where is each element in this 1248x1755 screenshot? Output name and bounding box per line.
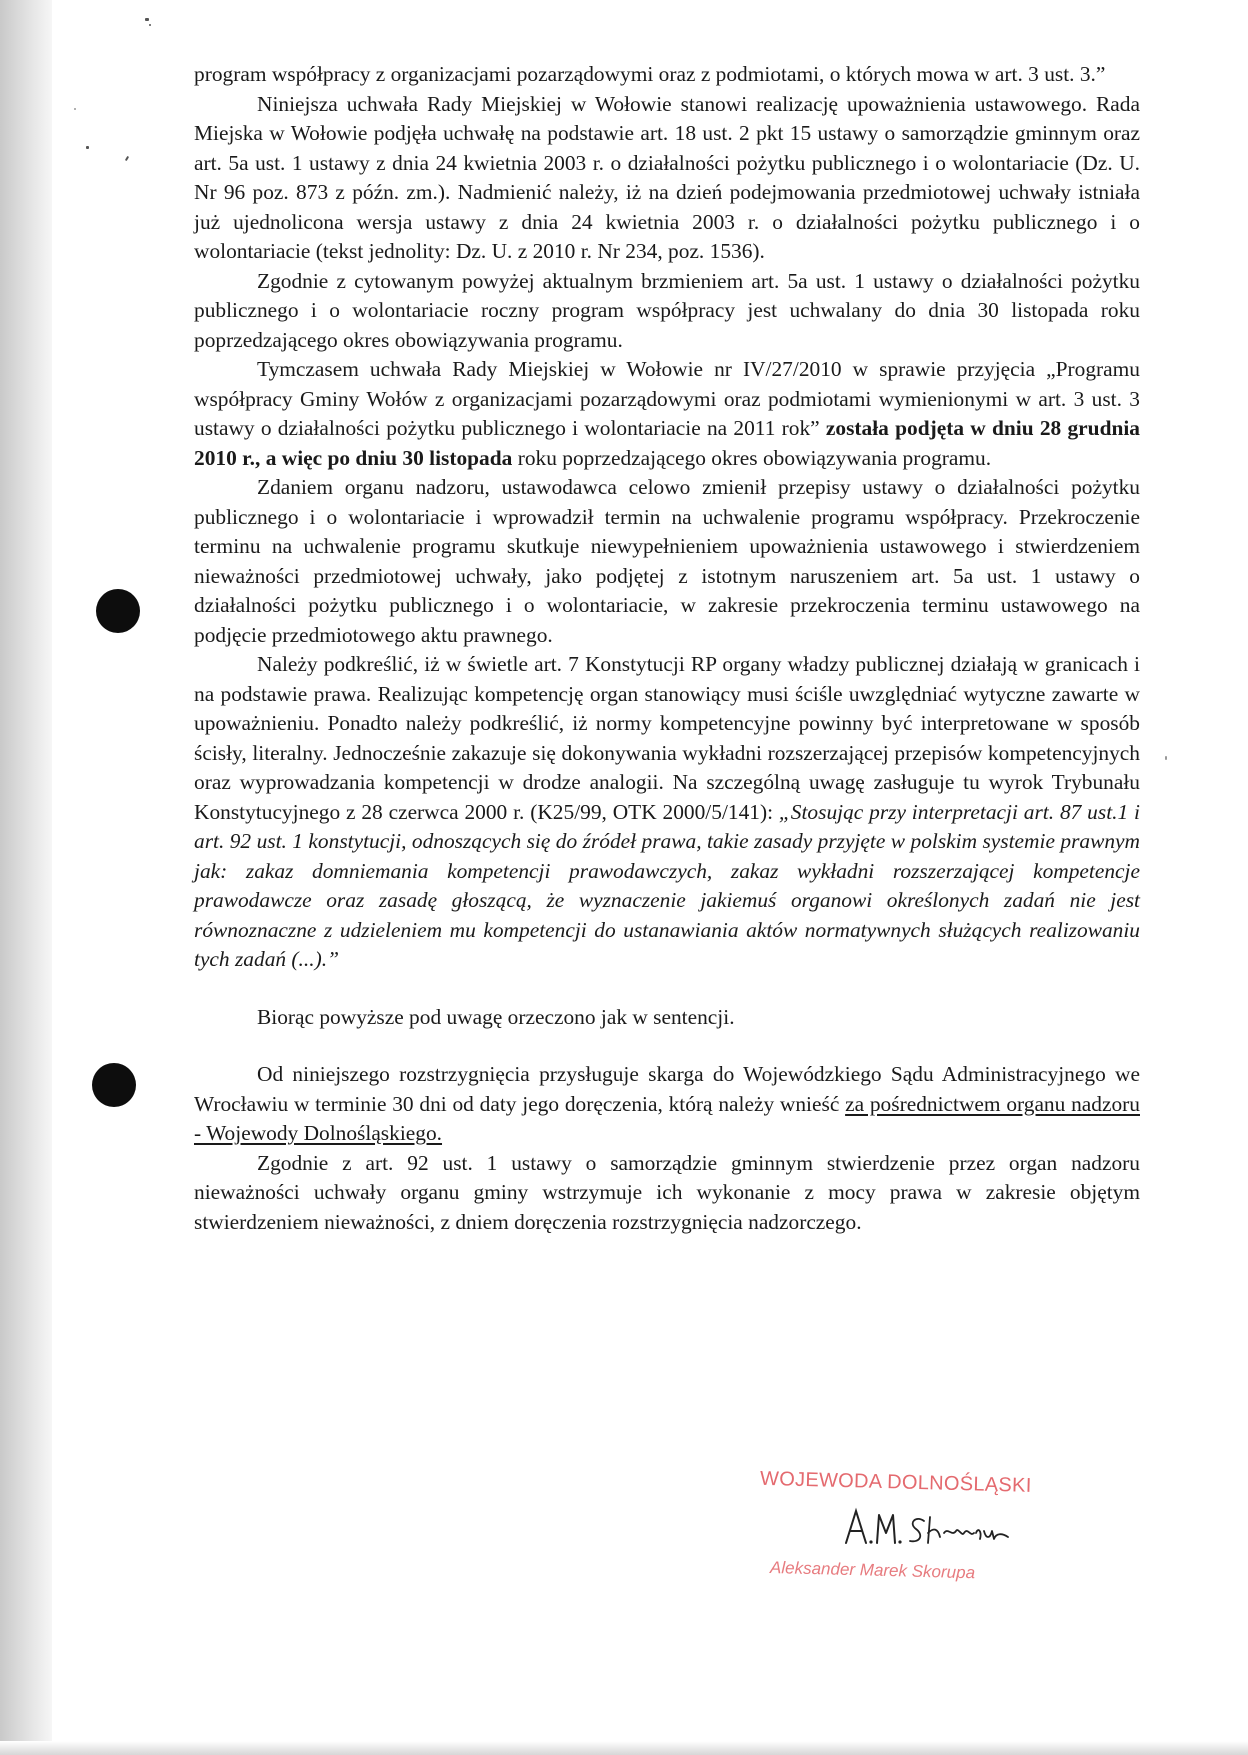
paragraph-continuation: program współpracy z organizacjami pozarządowymi oraz z podmiotami, o których mowa w art. 3 ust. 3.” (194, 62, 1106, 86)
scan-left-edge (0, 0, 52, 1755)
paragraph-authorization: Niniejsza uchwała Rady Miejskiej w Wołowie stanowi realizację upoważnienia ustawowego. Rada Miejska w Wołowie podjęła uchwałę na podstawie art. 18 ust. 2 pkt 15 ustawy o samorządzie gminnym oraz art. 5a ust. 1 ustawy z dnia 24 kwietnia 2003 r. o działalności pożytku publicznego i o wolontariacie (Dz. U. Nr 96 poz. 873 z późn. zm.). Nadmienić należy, iż na dzień podejmowania przedmiotowej uchwały istniała już ujednolicona wersja ustawy z dnia 24 kwietnia 2003 r. o działalności pożytku publicznego i o wolontariacie (tekst jednolity: Dz. U. z 2010 r. Nr 234, poz. 1536). (194, 91, 1140, 263)
paragraph-spacer (194, 1032, 1140, 1060)
scan-speck (86, 146, 89, 149)
document-body (194, 60, 1140, 1237)
paragraph-conclusion: Biorąc powyższe pod uwagę orzeczono jak w sentencji. (257, 1004, 735, 1029)
stamp-title: WOJEWODA DOLNOŚLĄSKI (759, 1467, 1032, 1497)
voivode-stamp (759, 1467, 1080, 1583)
stamp-name: Aleksander Marek Skorupa (769, 1557, 976, 1583)
paragraph-deadline-rule: Zgodnie z cytowanym powyżej aktualnym brzmieniem art. 5a ust. 1 ustawy o działalności pożytku publicznego i o wolontariacie roczny program współpracy jest uchwalany do dnia 30 listopada roku poprzedzającego okres obowiązywania programu. (194, 268, 1140, 352)
constitution-text: Należy podkreślić, iż w świetle art. 7 Konstytucji RP organy władzy publicznej działają w granicach i na podstawie prawa. Realizując kompetencję organ stanowiący musi ściśle uwzględniać wytyczne zawarte w upoważnieniu. Ponadto należy podkreślić, iż normy kompetencyjne powinny być interpretowane w sposób ścisły, literalny. Jednocześnie zakazuje się dokonywania wykładni rozszerzającej przepisów kompetencyjnych oraz wyprowadzania kompetencji w drodze analogii. Na szczególną uwagę zasługuje tu wyrok Trybunału Konstytucyjnego z 28 czerwca 2000 r. (K25/99, OTK 2000/5/141): (194, 652, 1140, 824)
scan-bottom-edge (0, 1741, 1248, 1755)
scan-speck (74, 108, 76, 110)
resolution-text-end: roku poprzedzającego okres obowiązywania programu. (512, 445, 992, 470)
handwritten-signature (840, 1503, 1020, 1551)
resolution-text: Tymczasem uchwała Rady Miejskiej w Wołowie nr IV/27/2010 w sprawie przyjęcia „Programu współpracy Gminy Wołów z organizacjami pozarządowymi oraz podmiotami wymienionymi w art. 3 ust. 3 ustawy o działalności pożytku publicznego i wolontariacie na 2011 rok” (194, 357, 1140, 440)
punch-hole-top (96, 589, 140, 633)
paragraph-constitution (194, 650, 1140, 975)
appeal-text: Od niniejszego rozstrzygnięcia przysługuje skarga do Wojewódzkiego Sądu Administracyjnego we Wrocławiu w terminie 30 dni od daty jego doręczenia, którą należy wnieść (194, 1062, 1140, 1116)
scan-speck (145, 18, 149, 21)
punch-hole-bottom (92, 1063, 136, 1107)
scan-speck (125, 156, 129, 161)
paragraph-suspension-effect: Zgodnie z art. 92 ust. 1 ustawy o samorządzie gminnym stwierdzenie przez organ nadzoru nieważności uchwały organu gminy wstrzymuje ich wykonanie z mocy prawa w zakresie objętym stwierdzeniem nieważności, z dniem doręczenia rozstrzygnięcia nadzorczego. (194, 1150, 1140, 1234)
scan-speck (149, 24, 151, 26)
appeal-underlined-text: za pośrednictwem organu nadzoru - Wojewody Dolnośląskiego. (194, 1091, 1140, 1145)
paragraph-resolution-date (194, 355, 1140, 473)
paragraph-supervisory-opinion: Zdaniem organu nadzoru, ustawodawca celowo zmienił przepisy ustawy o działalności pożytku publicznego i o wolontariacie i wprowadził termin na uchwalenie programu współpracy. Przekroczenie terminu na uchwalenie programu skutkuje niewypełnieniem upoważnienia ustawowego i stwierdzeniem nieważności przedmiotowej uchwały, jako podjętej z istotnym naruszeniem art. 5a ust. 1 ustawy o działalności pożytku publicznego i o wolontariacie, w zakresie przekroczenia terminu ustawowego na podjęcie przedmiotowego aktu prawnego. (194, 475, 1140, 647)
paragraph-appeal-instruction (194, 1060, 1140, 1149)
scan-speck (1165, 756, 1167, 760)
resolution-date-emphasis: została podjęta w dniu 28 grudnia 2010 r., a więc po dniu 30 listopada (194, 416, 1140, 470)
tribunal-quote: „Stosując przy interpretacji art. 87 ust.1 i art. 92 ust. 1 konstytucji, odnoszących się do źródeł prawa, takie zasady przyjęte w polskim systemie prawnym jak: zakaz domniemania kompetencji prawodawczych, zakaz wykładni rozszerzającej kompetencje prawodawcze oraz zasadę głoszącą, że wyznaczenie jakiemuś organowi określonych zadań nie jest równoznaczne z udzieleniem mu kompetencji do ustanawiania aktów normatywnych służących realizowaniu tych zadań (...).” (194, 799, 1140, 971)
paragraph-spacer (194, 975, 1140, 1003)
